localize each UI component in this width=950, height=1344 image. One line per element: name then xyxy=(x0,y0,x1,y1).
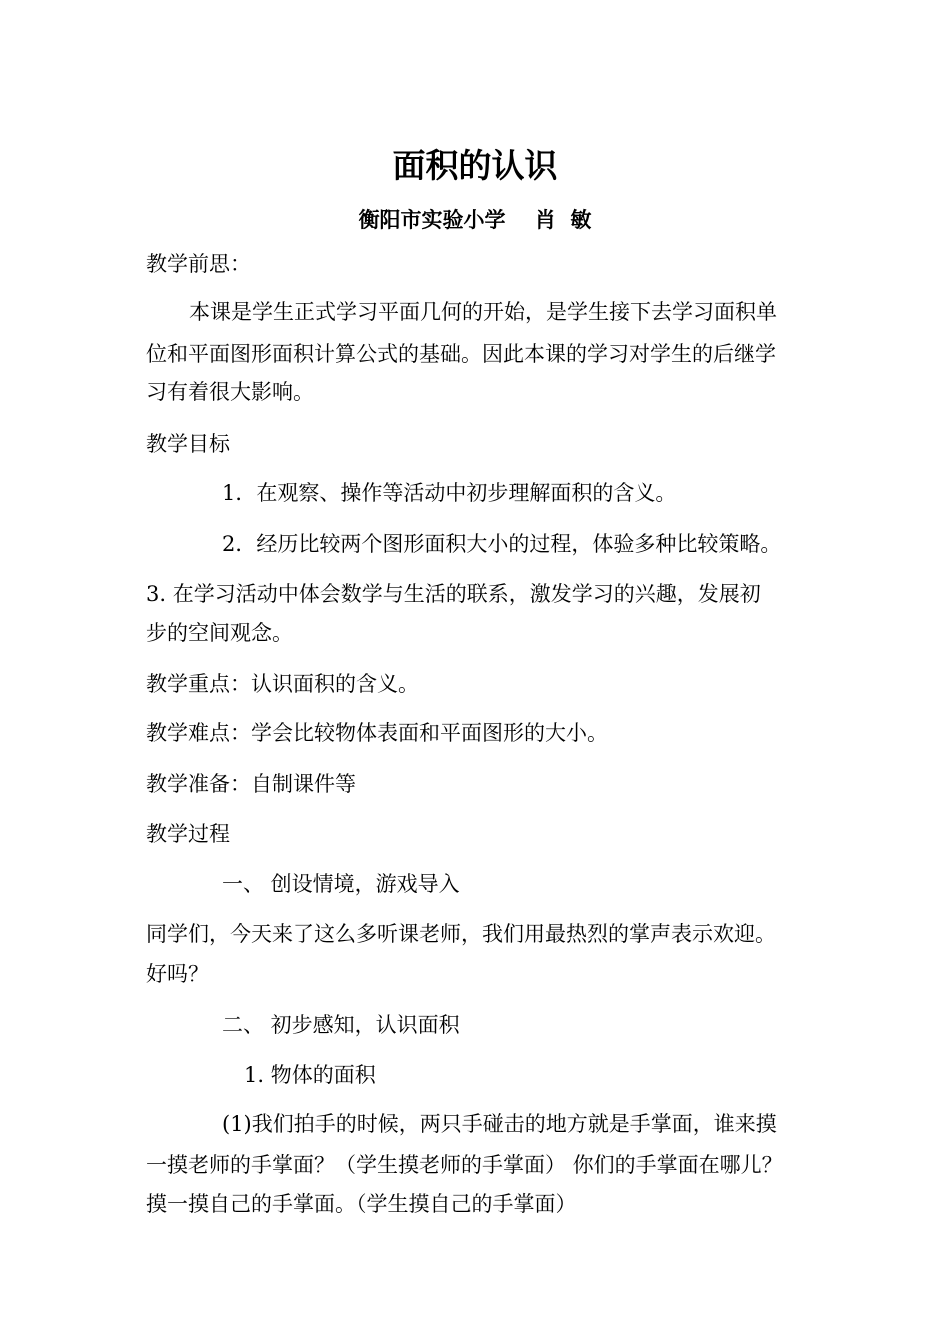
key-point: 教学重点：认识面积的含义。 xyxy=(146,672,419,696)
document-author: 衡阳市实验小学 肖 敏 xyxy=(358,208,592,232)
document-title: 面积的认识 xyxy=(392,146,558,185)
paragraph-line: 位和平面图形面积计算公式的基础。因此本课的学习对学生的后继学 xyxy=(146,342,776,366)
objective-item-3: 3. 在学习活动中体会数学与生活的联系，激发学习的兴趣，发展初 xyxy=(146,582,761,606)
paragraph-line: 摸一摸自己的手掌面。（学生摸自己的手掌面） xyxy=(146,1192,577,1216)
sub-step-1: 1. 物体的面积 xyxy=(244,1063,376,1087)
difficult-point: 教学难点：学会比较物体表面和平面图形的大小。 xyxy=(146,721,608,745)
objective-item-1: 1．在观察、操作等活动中初步理解面积的含义。 xyxy=(222,481,677,505)
section-heading-objectives: 教学目标 xyxy=(146,432,230,456)
paragraph-line: 同学们，今天来了这么多听课老师，我们用最热烈的掌声表示欢迎。 xyxy=(146,922,776,946)
paragraph-line: 一摸老师的手掌面？（学生摸老师的手掌面） 你们的手掌面在哪儿？ xyxy=(146,1153,783,1177)
section-heading-process: 教学过程 xyxy=(146,822,230,846)
paragraph-line: 本课是学生正式学习平面几何的开始，是学生接下去学习面积单 xyxy=(189,300,777,324)
objective-item-2: 2．经历比较两个图形面积大小的过程，体验多种比较策略。 xyxy=(222,532,782,556)
preparation: 教学准备：自制课件等 xyxy=(146,772,356,796)
paragraph-line: (1)我们拍手的时候，两只手碰击的地方就是手掌面，谁来摸 xyxy=(222,1112,777,1136)
process-step-1: 一、 创设情境，游戏导入 xyxy=(222,872,460,896)
paragraph-line: 习有着很大影响。 xyxy=(146,380,314,404)
section-heading-prethought: 教学前思： xyxy=(146,252,251,276)
objective-item-3-cont: 步的空间观念。 xyxy=(146,621,293,645)
process-step-2: 二、 初步感知，认识面积 xyxy=(222,1013,460,1037)
paragraph-line: 好吗？ xyxy=(146,962,209,986)
